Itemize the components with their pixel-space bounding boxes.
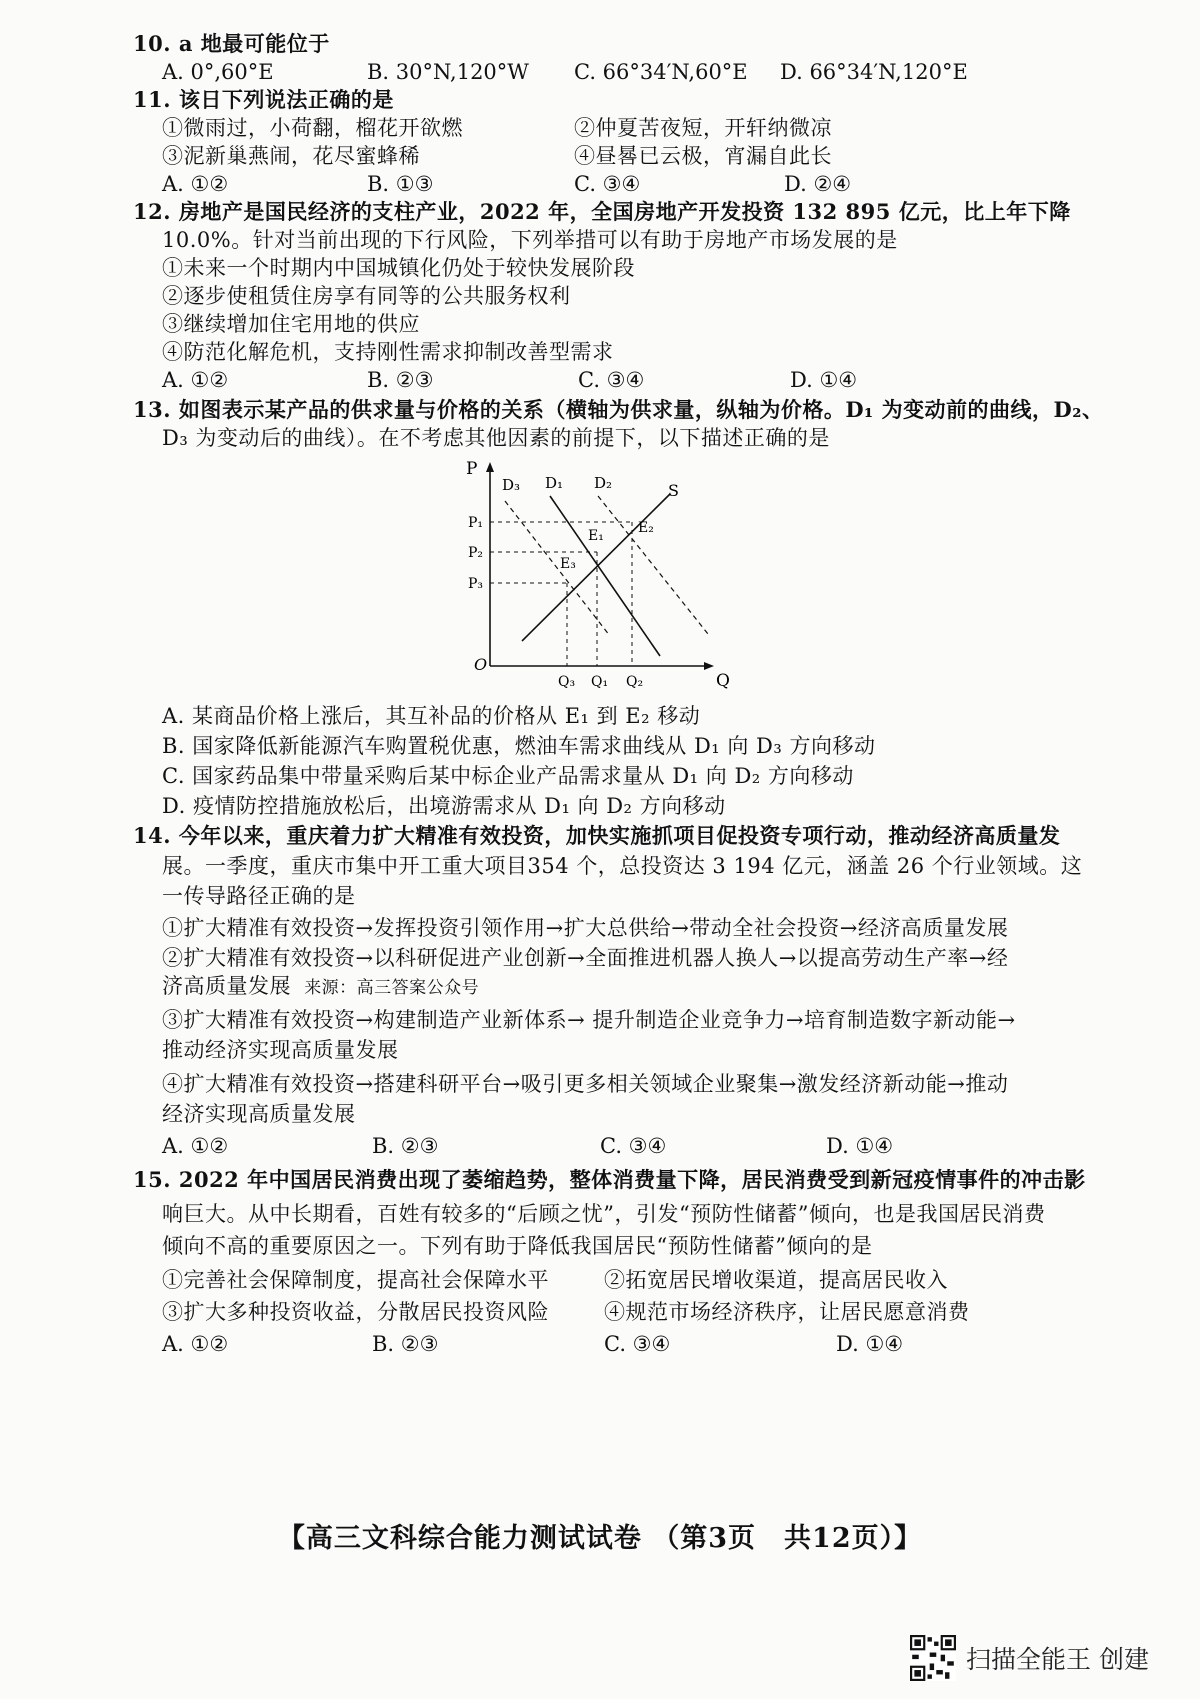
label-p3: P₃ <box>468 576 484 592</box>
label-q3: Q₃ <box>558 674 576 690</box>
y-axis-arrow-icon <box>486 462 494 472</box>
label-q2: Q₂ <box>626 674 644 690</box>
label-e3: E₃ <box>560 556 576 572</box>
q11-item-2: ②仲夏苦夜短，开轩纳微凉 <box>574 116 832 140</box>
question-11-stem: 11. 该日下列说法正确的是 <box>133 87 394 112</box>
q12-option-d: D. ①④ <box>790 368 858 392</box>
q12-option-a: A. ①② <box>162 368 229 392</box>
q12-item-3: ③继续增加住宅用地的供应 <box>162 312 420 336</box>
label-d1: D₁ <box>545 474 564 492</box>
question-14-stem-2: 展。一季度，重庆市集中开工重大项目354 个，总投资达 3 194 亿元，涵盖 26 个行业领域。这 <box>162 854 1083 878</box>
q14-item-4-cont: 经济实现高质量发展 <box>162 1102 356 1126</box>
q14-item-2-cont <box>162 972 479 1002</box>
q10-option-d: D. 66°34′N,120°E <box>780 60 968 84</box>
q14-option-a: A. ①② <box>162 1134 229 1158</box>
q14-item-4: ④扩大精准有效投资→搭建科研平台→吸引更多相关领域企业聚集→激发经济新动能→推动 <box>162 1072 1009 1096</box>
q11-item-4: ④昼晷已云极，宵漏自此长 <box>574 144 832 168</box>
label-d3: D₃ <box>502 476 521 494</box>
label-origin: O <box>474 655 488 674</box>
x-axis-arrow-icon <box>704 662 714 670</box>
question-14-stem-1: 14. 今年以来，重庆着力扩大精准有效投资，加快实施抓项目促投资专项行动，推动经济高质量发 <box>133 823 1061 848</box>
question-12-stem-2: 10.0%。针对当前出现的下行风险，下列举措可以有助于房地产市场发展的是 <box>162 228 898 252</box>
q14-item-3-cont: 推动经济实现高质量发展 <box>162 1038 399 1062</box>
q14-option-c: C. ③④ <box>600 1134 667 1158</box>
label-s: S <box>668 481 679 500</box>
q15-option-c: C. ③④ <box>604 1332 671 1356</box>
q10-option-b: B. 30°N,120°W <box>367 60 529 84</box>
q15-option-a: A. ①② <box>162 1332 229 1356</box>
qr-code-icon <box>910 1635 956 1681</box>
q15-option-d: D. ①④ <box>836 1332 904 1356</box>
label-q1: Q₁ <box>591 674 609 690</box>
supply-demand-figure <box>460 456 740 696</box>
q11-item-1: ①微雨过，小荷翻，榴花开欲燃 <box>162 116 463 140</box>
label-e2: E₂ <box>638 520 654 536</box>
curve-d2 <box>598 496 708 634</box>
question-12-stem-1: 12. 房地产是国民经济的支柱产业，2022 年，全国房地产开发投资 132 895 亿元，比上年下降 <box>133 199 1071 224</box>
question-15-stem-1: 15. 2022 年中国居民消费出现了萎缩趋势，整体消费量下降，居民消费受到新冠疫情事件的冲击影 <box>133 1167 1086 1192</box>
page-footer: 【高三文科综合能力测试试卷 （第3页 共12页）】 <box>277 1523 923 1554</box>
q14-item-2: ②扩大精准有效投资→以科研促进产业创新→全面推进机器人换人→以提高劳动生产率→经 <box>162 946 1009 970</box>
q13-option-a: A. 某商品价格上涨后，其互补品的价格从 E₁ 到 E₂ 移动 <box>162 704 701 728</box>
source-note: 来源：高三答案公众号 <box>304 978 480 998</box>
q11-item-3: ③泥新巢燕闹，花尽蜜蜂稀 <box>162 144 420 168</box>
label-p2: P₂ <box>468 545 484 561</box>
q14-option-d: D. ①④ <box>826 1134 894 1158</box>
q14-item-1: ①扩大精准有效投资→发挥投资引领作用→扩大总供给→带动全社会投资→经济高质量发展 <box>162 916 1009 940</box>
q14-item-3: ③扩大精准有效投资→构建制造产业新体系→ 提升制造企业竞争力→培育制造数字新动能→ <box>162 1008 1016 1032</box>
q15-item-3: ③扩大多种投资收益，分散居民投资风险 <box>162 1300 549 1324</box>
q12-option-b: B. ②③ <box>367 368 434 392</box>
q15-item-2: ②拓宽居民增收渠道，提高居民收入 <box>604 1268 948 1292</box>
scanner-watermark <box>910 1636 1149 1680</box>
q14-item-2-cont-text: 济高质量发展 <box>162 974 291 998</box>
label-e1: E₁ <box>588 528 604 544</box>
label-axis-q: Q <box>716 671 730 691</box>
q13-option-b: B. 国家降低新能源汽车购置税优惠，燃油车需求曲线从 D₁ 向 D₃ 方向移动 <box>162 734 876 758</box>
question-13-stem-2: D₃ 为变动后的曲线）。在不考虑其他因素的前提下，以下描述正确的是 <box>162 426 830 450</box>
q12-option-c: C. ③④ <box>578 368 645 392</box>
q10-option-a: A. 0°,60°E <box>162 60 274 84</box>
q12-item-4: ④防范化解危机，支持刚性需求抑制改善型需求 <box>162 340 614 364</box>
question-14-stem-3: 一传导路径正确的是 <box>162 884 356 908</box>
q13-option-d: D. 疫情防控措施放松后，出境游需求从 D₁ 向 D₂ 方向移动 <box>162 794 726 818</box>
q15-item-1: ①完善社会保障制度，提高社会保障水平 <box>162 1268 549 1292</box>
q14-option-b: B. ②③ <box>372 1134 439 1158</box>
label-axis-p: P <box>466 459 478 479</box>
question-10-stem: 10. a 地最可能位于 <box>133 31 330 56</box>
question-15-stem-3: 倾向不高的重要原因之一。下列有助于降低我国居民“预防性储蓄”倾向的是 <box>162 1234 873 1258</box>
q15-option-b: B. ②③ <box>372 1332 439 1356</box>
q10-option-c: C. 66°34′N,60°E <box>574 60 748 84</box>
q11-option-a: A. ①② <box>162 172 229 196</box>
label-d2: D₂ <box>594 474 613 492</box>
q13-option-c: C. 国家药品集中带量采购后某中标企业产品需求量从 D₁ 向 D₂ 方向移动 <box>162 764 854 788</box>
q11-option-c: C. ③④ <box>574 172 641 196</box>
question-13-stem-1: 13. 如图表示某产品的供求量与价格的关系（横轴为供求量，纵轴为价格。D₁ 为变动前的曲线，D₂、 <box>133 397 1104 422</box>
q12-item-2: ②逐步使租赁住房享有同等的公共服务权利 <box>162 284 571 308</box>
q15-item-4: ④规范市场经济秩序，让居民愿意消费 <box>604 1300 970 1324</box>
question-15-stem-2: 响巨大。从中长期看，百姓有较多的“后顾之忧”，引发“预防性储蓄”倾向，也是我国居民消费 <box>162 1202 1046 1226</box>
q11-option-d: D. ②④ <box>784 172 852 196</box>
scanner-label: 扫描全能王 创建 <box>966 1645 1149 1674</box>
q12-item-1: ①未来一个时期内中国城镇化仍处于较快发展阶段 <box>162 256 635 280</box>
q11-option-b: B. ①③ <box>367 172 434 196</box>
label-p1: P₁ <box>468 515 484 531</box>
